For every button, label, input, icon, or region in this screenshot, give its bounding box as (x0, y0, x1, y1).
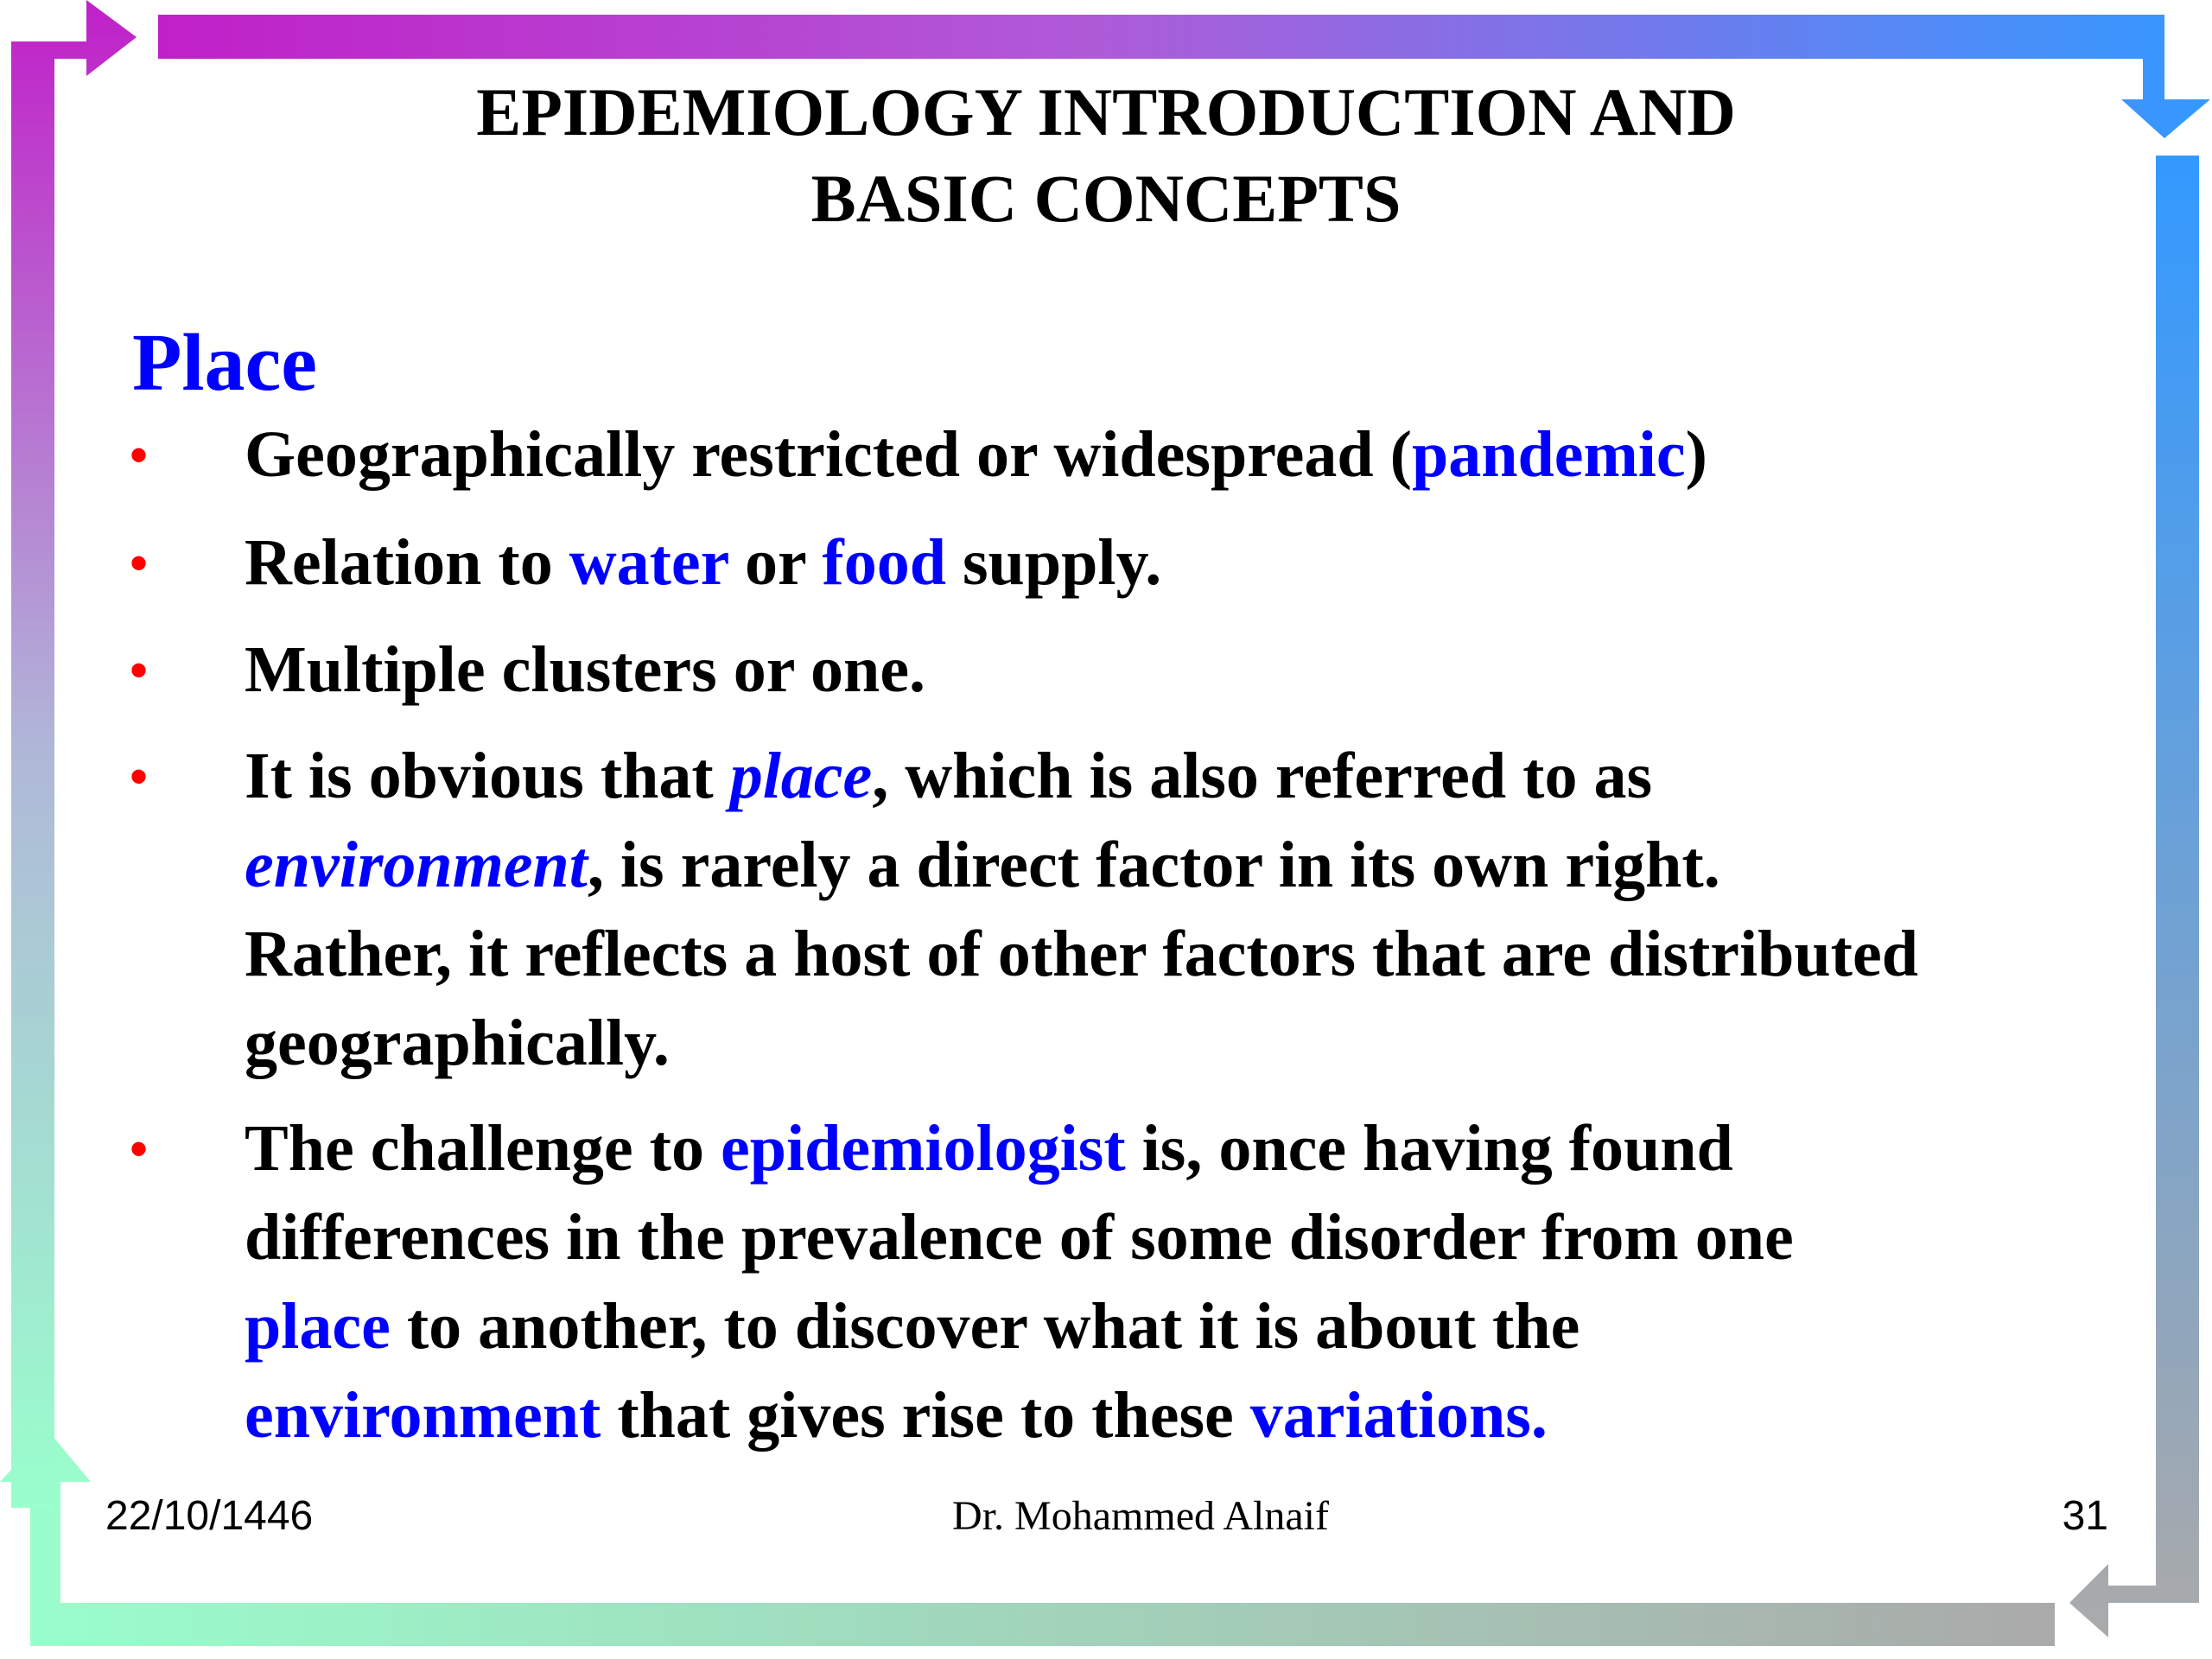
emphasized-term: pandemic (1411, 418, 1686, 491)
bullet-marker: • (130, 747, 149, 805)
bullet-item-line (245, 518, 2180, 607)
bullet-text: or (728, 526, 823, 599)
bullet-text: Relation to (245, 526, 569, 599)
footer-date: 22/10/1446 (105, 1493, 314, 1539)
slide-title-line-2: BASIC CONCEPTS (810, 161, 1402, 236)
bullet-text: supply. (945, 526, 1162, 599)
bullet-item-line (245, 910, 2180, 999)
bullet-marker: • (130, 426, 149, 484)
bullet-item-line (245, 732, 2180, 821)
bullet-text: that gives rise to these (601, 1379, 1250, 1452)
bullet-text: is, once having found (1125, 1112, 1733, 1185)
bullet-marker: • (130, 534, 149, 592)
bullet-text: geographically. (245, 1007, 670, 1079)
bullet-marker: • (130, 1120, 149, 1178)
bullet-text: differences in the prevalence of some disorder from one (245, 1201, 1794, 1274)
bullet-text: , is rarely a direct factor in its own right. (587, 829, 1720, 901)
bullet-text: ) (1685, 418, 1707, 491)
bullet-text: to another, to discover what it is about the (390, 1290, 1580, 1363)
bullet-text: The challenge to (245, 1112, 721, 1185)
bullet-text: It is obvious that (245, 740, 730, 812)
bullet-item-line (245, 1371, 2180, 1460)
frame-left-arrow (11, 0, 137, 1508)
bullet-text: Multiple clusters or one. (245, 633, 926, 706)
bullet-item-line (245, 821, 2180, 910)
bullet-text: Rather, it reflects a host of other factors that are distributed (245, 918, 1918, 990)
emphasized-term: place (729, 740, 873, 812)
bullet-text: , which is also referred to as (872, 740, 1653, 812)
slide-title-line-1: EPIDEMIOLOGY INTRODUCTION AND (476, 74, 1736, 149)
page-number: 31 (2062, 1493, 2108, 1539)
bullet-item-line (245, 1104, 2180, 1193)
emphasized-term: water (569, 526, 729, 599)
bullet-marker: • (130, 641, 149, 699)
bullet-text: Geographically restricted or widespread ( (245, 418, 1412, 491)
footer-author: Dr. Mohammed Alnaif (952, 1493, 1329, 1539)
emphasized-term: place (245, 1290, 391, 1363)
bullet-item-line (245, 1282, 2180, 1371)
emphasized-term: epidemiologist (720, 1112, 1126, 1185)
emphasized-term: variations. (1249, 1379, 1548, 1452)
bullet-item-line (245, 626, 2180, 715)
emphasized-term: environment (245, 1379, 601, 1452)
bullet-item-line (245, 999, 2180, 1088)
bullet-item-line (245, 1193, 2180, 1282)
section-heading: Place (132, 318, 317, 408)
bullet-item-line (245, 410, 2180, 499)
emphasized-term: food (822, 526, 946, 599)
emphasized-term: environment (245, 829, 588, 901)
